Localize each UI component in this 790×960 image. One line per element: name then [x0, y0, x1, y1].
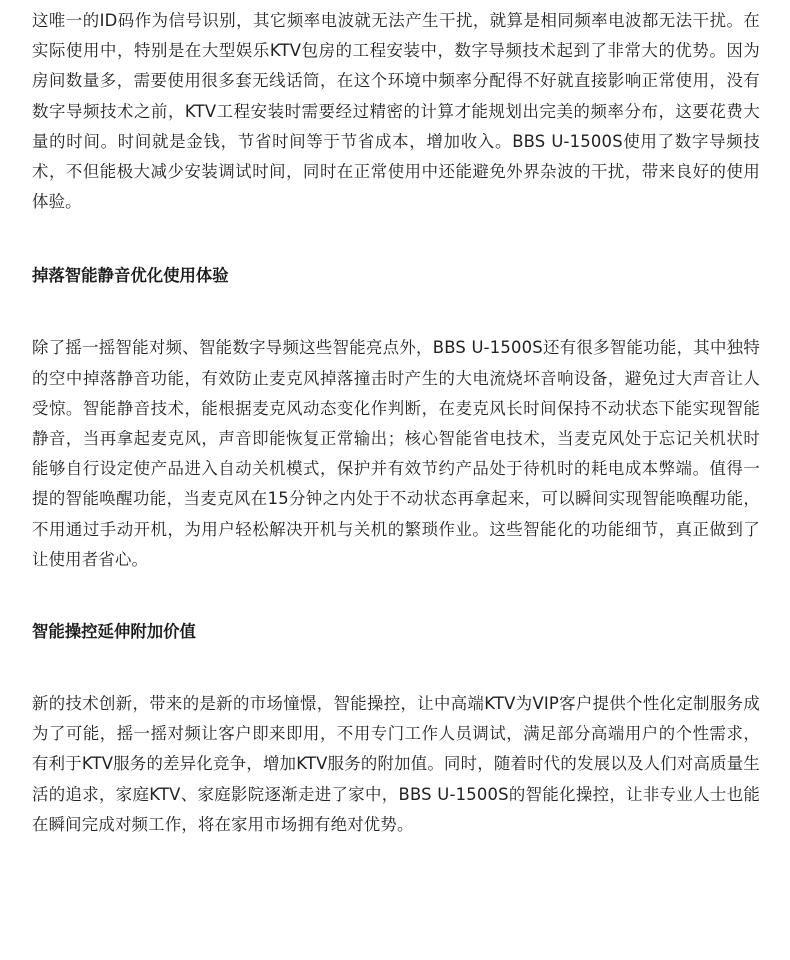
paragraph-smart-mute: 除了摇一摇智能对频、智能数字导频这些智能亮点外，BBS U-1500S还有很多智能功能，其中独特的空中掉落静音功能，有效防止麦克风掉落撞击时产生的大电流烧坏音响设备，避免过大声音让人受惊。智能静音技术，能根据麦克风动态变化作判断，在麦克风长时间保持不动状态下能实现智能静音，当再拿起麦克风，声音即能恢复正常输出；核心智能省电技术，当麦克风处于忘记关机状时能够自行设定使产品进入自动关机模式，保护并有效节约产品处于待机时的耗电成本弊端。值得一提的智能唤醒功能，当麦克风在15分钟之内处于不动状态再拿起来，可以瞬间实现智能唤醒功能，不用通过手动开机，为用户轻松解决开机与关机的繁琐作业。这些智能化的功能细节，真正做到了让使用者省心。 [32, 338, 760, 569]
section-heading-drop-mute: 掉落智能静音优化使用体验 [32, 266, 229, 286]
paragraph-smart-control: 新的技术创新，带来的是新的市场憧憬，智能操控，让中高端KTV为VIP客户提供个性化定制服务成为了可能，摇一摇对频让客户即来即用，不用专门工作人员调试，满足部分高端用户的个性需求，有利于KTV服务的差异化竞争，增加KTV服务的附加值。同时，随着时代的发展以及人们对高质量生活的追求，家庭KTV、家庭影院逐渐走进了家中，BBS U-1500S的智能化操控，让非专业人士也能在瞬间完成对频工作，将在家用市场拥有绝对优势。 [32, 694, 760, 834]
paragraph-digital-pilot: 这唯一的ID码作为信号识别，其它频率电波就无法产生干扰，就算是相同频率电波都无法干扰。在实际使用中，特别是在大型娱乐KTV包房的工程安装中，数字导频技术起到了非常大的优势。因为房间数量多，需要使用很多套无线话筒，在这个环境中频率分配得不好就直接影响正常使用，没有数字导频技术之前，KTV工程安装时需要经过精密的计算才能规划出完美的频率分布，这要花费大量的时间。时间就是金钱，节省时间等于节省成本，增加收入。BBS U-1500S使用了数字导频技术，不但能极大减少安装调试时间，同时在正常使用中还能避免外界杂波的干扰，带来良好的使用体验。 [32, 11, 760, 212]
section-heading-smart-control: 智能操控延伸附加价值 [32, 622, 196, 642]
